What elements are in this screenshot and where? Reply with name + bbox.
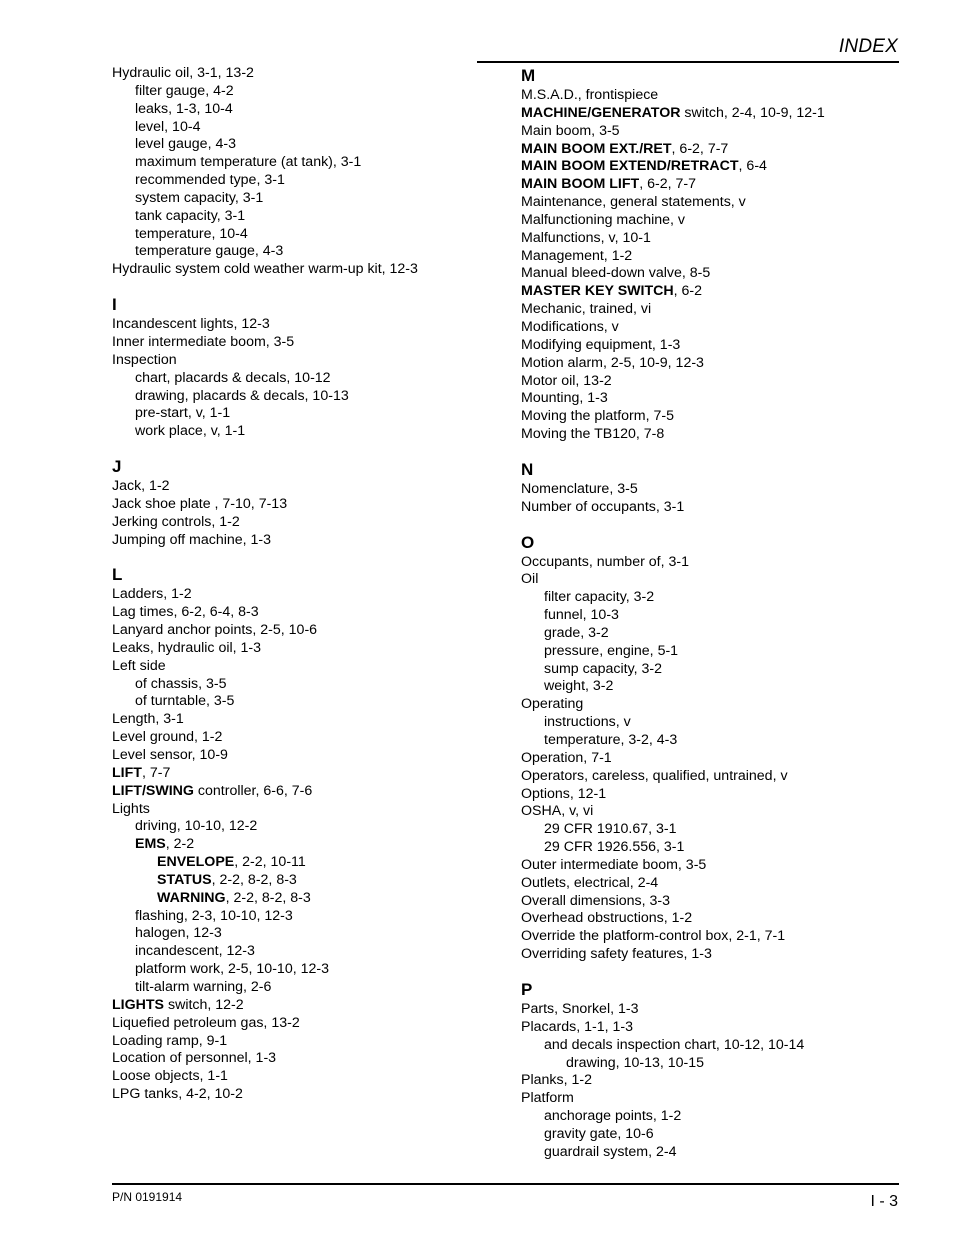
index-entry [112,747,502,765]
entry-text: gravity gate, 10-6 [544,1125,654,1142]
entry-keyword: MAIN BOOM EXT./RET [521,140,672,157]
index-entry [112,316,502,334]
index-subentry [521,607,911,625]
index-entry [521,803,911,821]
entry-text: Jerking controls, 1-2 [112,513,240,530]
entry-text: of chassis, 3-5 [135,675,227,692]
entry-text: chart, placards & decals, 10-12 [135,369,331,386]
entry-text: of turntable, 3-5 [135,693,235,710]
index-subentry [521,661,911,679]
entry-text: Lag times, 6-2, 6-4, 8-3 [112,604,259,621]
entry-text: Level sensor, 10-9 [112,747,228,763]
entry-text: Moving the platform, 7-5 [521,408,674,425]
index-entry [521,1019,911,1037]
entry-text: , 2-2, 8-2, 8-3 [211,871,297,888]
index-entry [521,373,911,391]
entry-text: leaks, 1-3, 10-4 [135,100,233,117]
index-subentry [112,243,502,261]
index-entry [112,1015,502,1033]
entry-text: filter capacity, 3-2 [544,589,655,606]
entry-text: Outer intermediate boom, 3-5 [521,856,707,873]
entry-text: funnel, 10-3 [544,607,619,624]
entry-text: Location of personnel, 1-3 [112,1050,277,1067]
index-subentry [112,119,502,137]
entry-text: weight, 3-2 [544,678,614,695]
entry-text: flashing, 2-3, 10-10, 12-3 [135,907,293,924]
page-number: I - 3 [870,1193,898,1210]
index-subentry [521,1037,911,1055]
index-subentry [112,854,502,872]
entry-keyword: LIFT/SWING [112,782,194,799]
index-subentry [112,370,502,388]
index-subentry [112,83,502,101]
entry-text: Jack, 1-2 [112,478,170,495]
entry-text: Overall dimensions, 3-3 [521,892,671,909]
entry-text: Operating [521,696,584,713]
index-entry [521,87,911,105]
index-subentry [112,405,502,423]
entry-text: , 6-2 [673,283,703,300]
entry-text: platform work, 2-5, 10-10, 12-3 [135,961,329,978]
footer-rule [112,1183,899,1185]
section-letter: O [521,532,535,552]
entry-text: halogen, 12-3 [135,925,222,942]
index-entry [521,750,911,768]
entry-text: maximum temperature (at tank), 3-1 [135,154,362,171]
entry-text: Mechanic, trained, vi [521,301,652,318]
index-entry [521,768,911,786]
index-subentry [112,943,502,961]
index-entry [112,514,502,532]
index-entry [521,946,911,964]
index-entry [112,496,502,514]
index-subentry [112,872,502,890]
entry-text: Hydraulic oil, 3-1, 13-2 [112,65,254,81]
index-entry [521,212,911,230]
entry-text: tilt-alarm warning, 2-6 [135,978,272,995]
entry-text: Modifying equipment, 1-3 [521,336,681,353]
entry-text: Overhead obstructions, 1-2 [521,910,693,927]
entry-text: anchorage points, 1-2 [544,1108,682,1125]
entry-text: Jack shoe plate , 7-10, 7-13 [112,495,288,512]
entry-keyword: ENVELOPE [157,854,235,871]
index-entry [112,658,502,676]
entry-keyword: MASTER KEY SWITCH [521,283,674,300]
index-entry [521,928,911,946]
index-subentry [521,714,911,732]
header-rule [477,61,899,63]
entry-text: Parts, Snorkel, 1-3 [521,1000,639,1017]
entry-text: Operation, 7-1 [521,749,612,766]
index-entry [521,141,911,159]
index-subentry [112,676,502,694]
index-entry [112,586,502,604]
index-subentry [521,839,911,857]
index-subentry [521,678,911,696]
entry-text: level gauge, 4-3 [135,136,236,153]
entry-keyword: MAIN BOOM LIFT [521,176,640,193]
index-subentry [112,890,502,908]
entry-text: driving, 10-10, 12-2 [135,818,258,835]
entry-keyword: WARNING [157,889,226,906]
index-entry [521,696,911,714]
entry-text: Lights [112,800,150,817]
entry-text: Ladders, 1-2 [112,586,192,603]
entry-keyword: EMS [135,836,166,853]
section-letter: I [112,295,117,315]
entry-text: recommended type, 3-1 [135,172,285,189]
index-entry [112,532,502,550]
entry-text: filter gauge, 4-2 [135,82,234,99]
index-subentry [521,1108,911,1126]
entry-text: Left side [112,657,166,674]
index-entry [521,265,911,283]
index-entry [521,910,911,928]
entry-text: Liquefied petroleum gas, 13-2 [112,1014,300,1031]
entry-text: Platform [521,1090,574,1107]
index-subentry [112,208,502,226]
entry-text: Nomenclature, 3-5 [521,480,638,497]
entry-text: guardrail system, 2-4 [544,1143,677,1160]
part-number: P/N 0191914 [112,1190,183,1204]
entry-text: switch, 2-4, 10-9, 12-1 [680,104,825,121]
index-entry [112,640,502,658]
index-entry [521,123,911,141]
index-entry [521,875,911,893]
entry-text: pre-start, v, 1-1 [135,405,231,422]
entry-text: controller, 6-6, 7-6 [193,782,313,799]
index-entry [112,604,502,622]
index-entry [112,765,502,783]
index-entry [521,857,911,875]
index-subentry [521,1126,911,1144]
index-entry [521,337,911,355]
entry-text: temperature gauge, 4-3 [135,243,284,260]
index-entry [521,158,911,176]
entry-text: , 2-2 [165,836,195,853]
entry-text: Modifications, v [521,318,619,335]
index-entry [112,1086,502,1104]
entry-text: LPG tanks, 4-2, 10-2 [112,1086,243,1103]
index-entry [521,1001,911,1019]
index-entry [521,319,911,337]
entry-text: , 6-4 [738,158,767,175]
index-entry [112,478,502,496]
entry-text: Operators, careless, qualified, untrained, v [521,767,788,784]
entry-text: instructions, v [544,714,631,731]
entry-text: tank capacity, 3-1 [135,207,246,224]
index-entry [112,261,502,279]
index-column-left [112,65,502,1104]
index-entry [112,65,502,83]
entry-text: Maintenance, general statements, v [521,194,746,211]
entry-text: Jumping off machine, 1-3 [112,531,272,548]
index-subentry [112,961,502,979]
index-subentry [112,190,502,208]
entry-text: Oil [521,571,539,588]
index-entry [521,176,911,194]
index-subentry [112,136,502,154]
entry-text: Length, 3-1 [112,711,184,728]
index-subentry [112,979,502,997]
index-entry [112,711,502,729]
section-letter: J [112,457,122,477]
index-entry [521,230,911,248]
index-subentry [112,172,502,190]
index-entry [521,786,911,804]
entry-text: sump capacity, 3-2 [544,660,663,677]
entry-text: drawing, 10-13, 10-15 [566,1054,705,1071]
index-entry [521,499,911,517]
entry-text: work place, v, 1-1 [135,423,246,440]
entry-text: Level ground, 1-2 [112,729,223,746]
entry-text: Number of occupants, 3-1 [521,498,685,515]
entry-text: Motion alarm, 2-5, 10-9, 12-3 [521,354,704,371]
index-subentry [521,1144,911,1162]
index-subentry [521,625,911,643]
entry-text: , 6-2, 7-7 [671,140,729,157]
entry-text: Overriding safety features, 1-3 [521,946,712,963]
entry-text: Main boom, 3-5 [521,122,620,139]
entry-text: Loose objects, 1-1 [112,1068,228,1085]
entry-text: temperature, 3-2, 4-3 [544,732,678,748]
index-subentry [112,154,502,172]
index-entry [521,355,911,373]
index-entry [112,1068,502,1086]
section-letter: P [521,979,533,999]
entry-text: grade, 3-2 [544,624,609,641]
index-entry [112,729,502,747]
entry-text: temperature, 10-4 [135,225,248,242]
entry-text: pressure, engine, 5-1 [544,642,679,659]
index-subentry [112,925,502,943]
entry-keyword: MAIN BOOM EXTEND/RETRACT [521,158,739,175]
index-entry [112,783,502,801]
index-entry [521,1090,911,1108]
index-entry [112,997,502,1015]
index-subentry [112,423,502,441]
entry-text: Malfunctioning machine, v [521,211,686,228]
index-subentry [112,693,502,711]
entry-text: , 2-2, 10-11 [234,854,306,871]
index-subentry [112,101,502,119]
index-subentry [521,643,911,661]
entry-text: drawing, placards & decals, 10-13 [135,387,349,404]
entry-text: Leaks, hydraulic oil, 1-3 [112,639,262,656]
entry-text: Hydraulic system cold weather warm-up kit, 12-3 [112,261,418,278]
entry-text: Options, 12-1 [521,785,607,802]
index-subentry [112,226,502,244]
entry-text: , 7-7 [141,764,171,781]
index-entry [521,194,911,212]
entry-text: Lanyard anchor points, 2-5, 10-6 [112,622,318,639]
index-entry [521,301,911,319]
index-entry [112,1050,502,1068]
entry-text: Planks, 1-2 [521,1072,592,1089]
entry-text: Malfunctions, v, 10-1 [521,229,651,246]
entry-keyword: LIGHTS [112,996,165,1013]
index-entry [521,390,911,408]
index-entry [521,571,911,589]
entry-text: and decals inspection chart, 10-12, 10-14 [544,1036,805,1053]
index-subentry [112,818,502,836]
entry-text: switch, 12-2 [164,996,244,1013]
index-column-right [521,66,911,1162]
page-header-title: INDEX [838,36,898,57]
index-entry [521,554,911,572]
entry-keyword: MACHINE/GENERATOR [521,104,681,121]
entry-text: 29 CFR 1910.67, 3-1 [544,821,677,838]
entry-text: Manual bleed-down valve, 8-5 [521,265,711,282]
entry-text: Incandescent lights, 12-3 [112,316,270,333]
entry-text: Outlets, electrical, 2-4 [521,874,659,891]
index-entry [521,283,911,301]
index-subentry [112,836,502,854]
entry-text: system capacity, 3-1 [135,189,264,206]
entry-text: Inner intermediate boom, 3-5 [112,333,295,350]
index-entry [521,1072,911,1090]
index-entry [112,1033,502,1051]
index-subentry [521,732,911,750]
entry-text: incandescent, 12-3 [135,943,255,960]
index-entry [112,352,502,370]
entry-text: Loading ramp, 9-1 [112,1032,228,1049]
index-subentry [112,388,502,406]
entry-text: M.S.A.D., frontispiece [521,87,659,103]
index-subentry [521,1055,911,1073]
entry-text: , 2-2, 8-2, 8-3 [225,889,311,906]
entry-text: OSHA, v, vi [521,803,594,820]
entry-text: Override the platform-control box, 2-1, 7-1 [521,928,786,945]
entry-text: 29 CFR 1926.556, 3-1 [544,839,685,856]
index-subentry [112,908,502,926]
index-subentry [521,589,911,607]
section-letter: L [112,565,123,585]
index-entry [521,426,911,444]
entry-text: Mounting, 1-3 [521,390,608,407]
entry-text: , 6-2, 7-7 [639,176,696,193]
section-letter: M [521,66,536,85]
entry-keyword: STATUS [157,871,212,888]
entry-text: Inspection [112,351,177,368]
entry-text: level, 10-4 [135,118,201,135]
index-entry [521,893,911,911]
index-entry [521,248,911,266]
entry-text: Motor oil, 13-2 [521,372,612,389]
entry-keyword: LIFT [112,764,142,781]
index-entry [521,408,911,426]
index-entry [112,622,502,640]
entry-text: Management, 1-2 [521,247,633,264]
section-letter: N [521,459,534,479]
index-entry [521,481,911,499]
index-entry [112,334,502,352]
entry-text: Placards, 1-1, 1-3 [521,1018,633,1035]
index-entry [112,801,502,819]
index-subentry [521,821,911,839]
entry-text: Moving the TB120, 7-8 [521,426,665,443]
entry-text: Occupants, number of, 3-1 [521,553,689,570]
index-entry [521,105,911,123]
